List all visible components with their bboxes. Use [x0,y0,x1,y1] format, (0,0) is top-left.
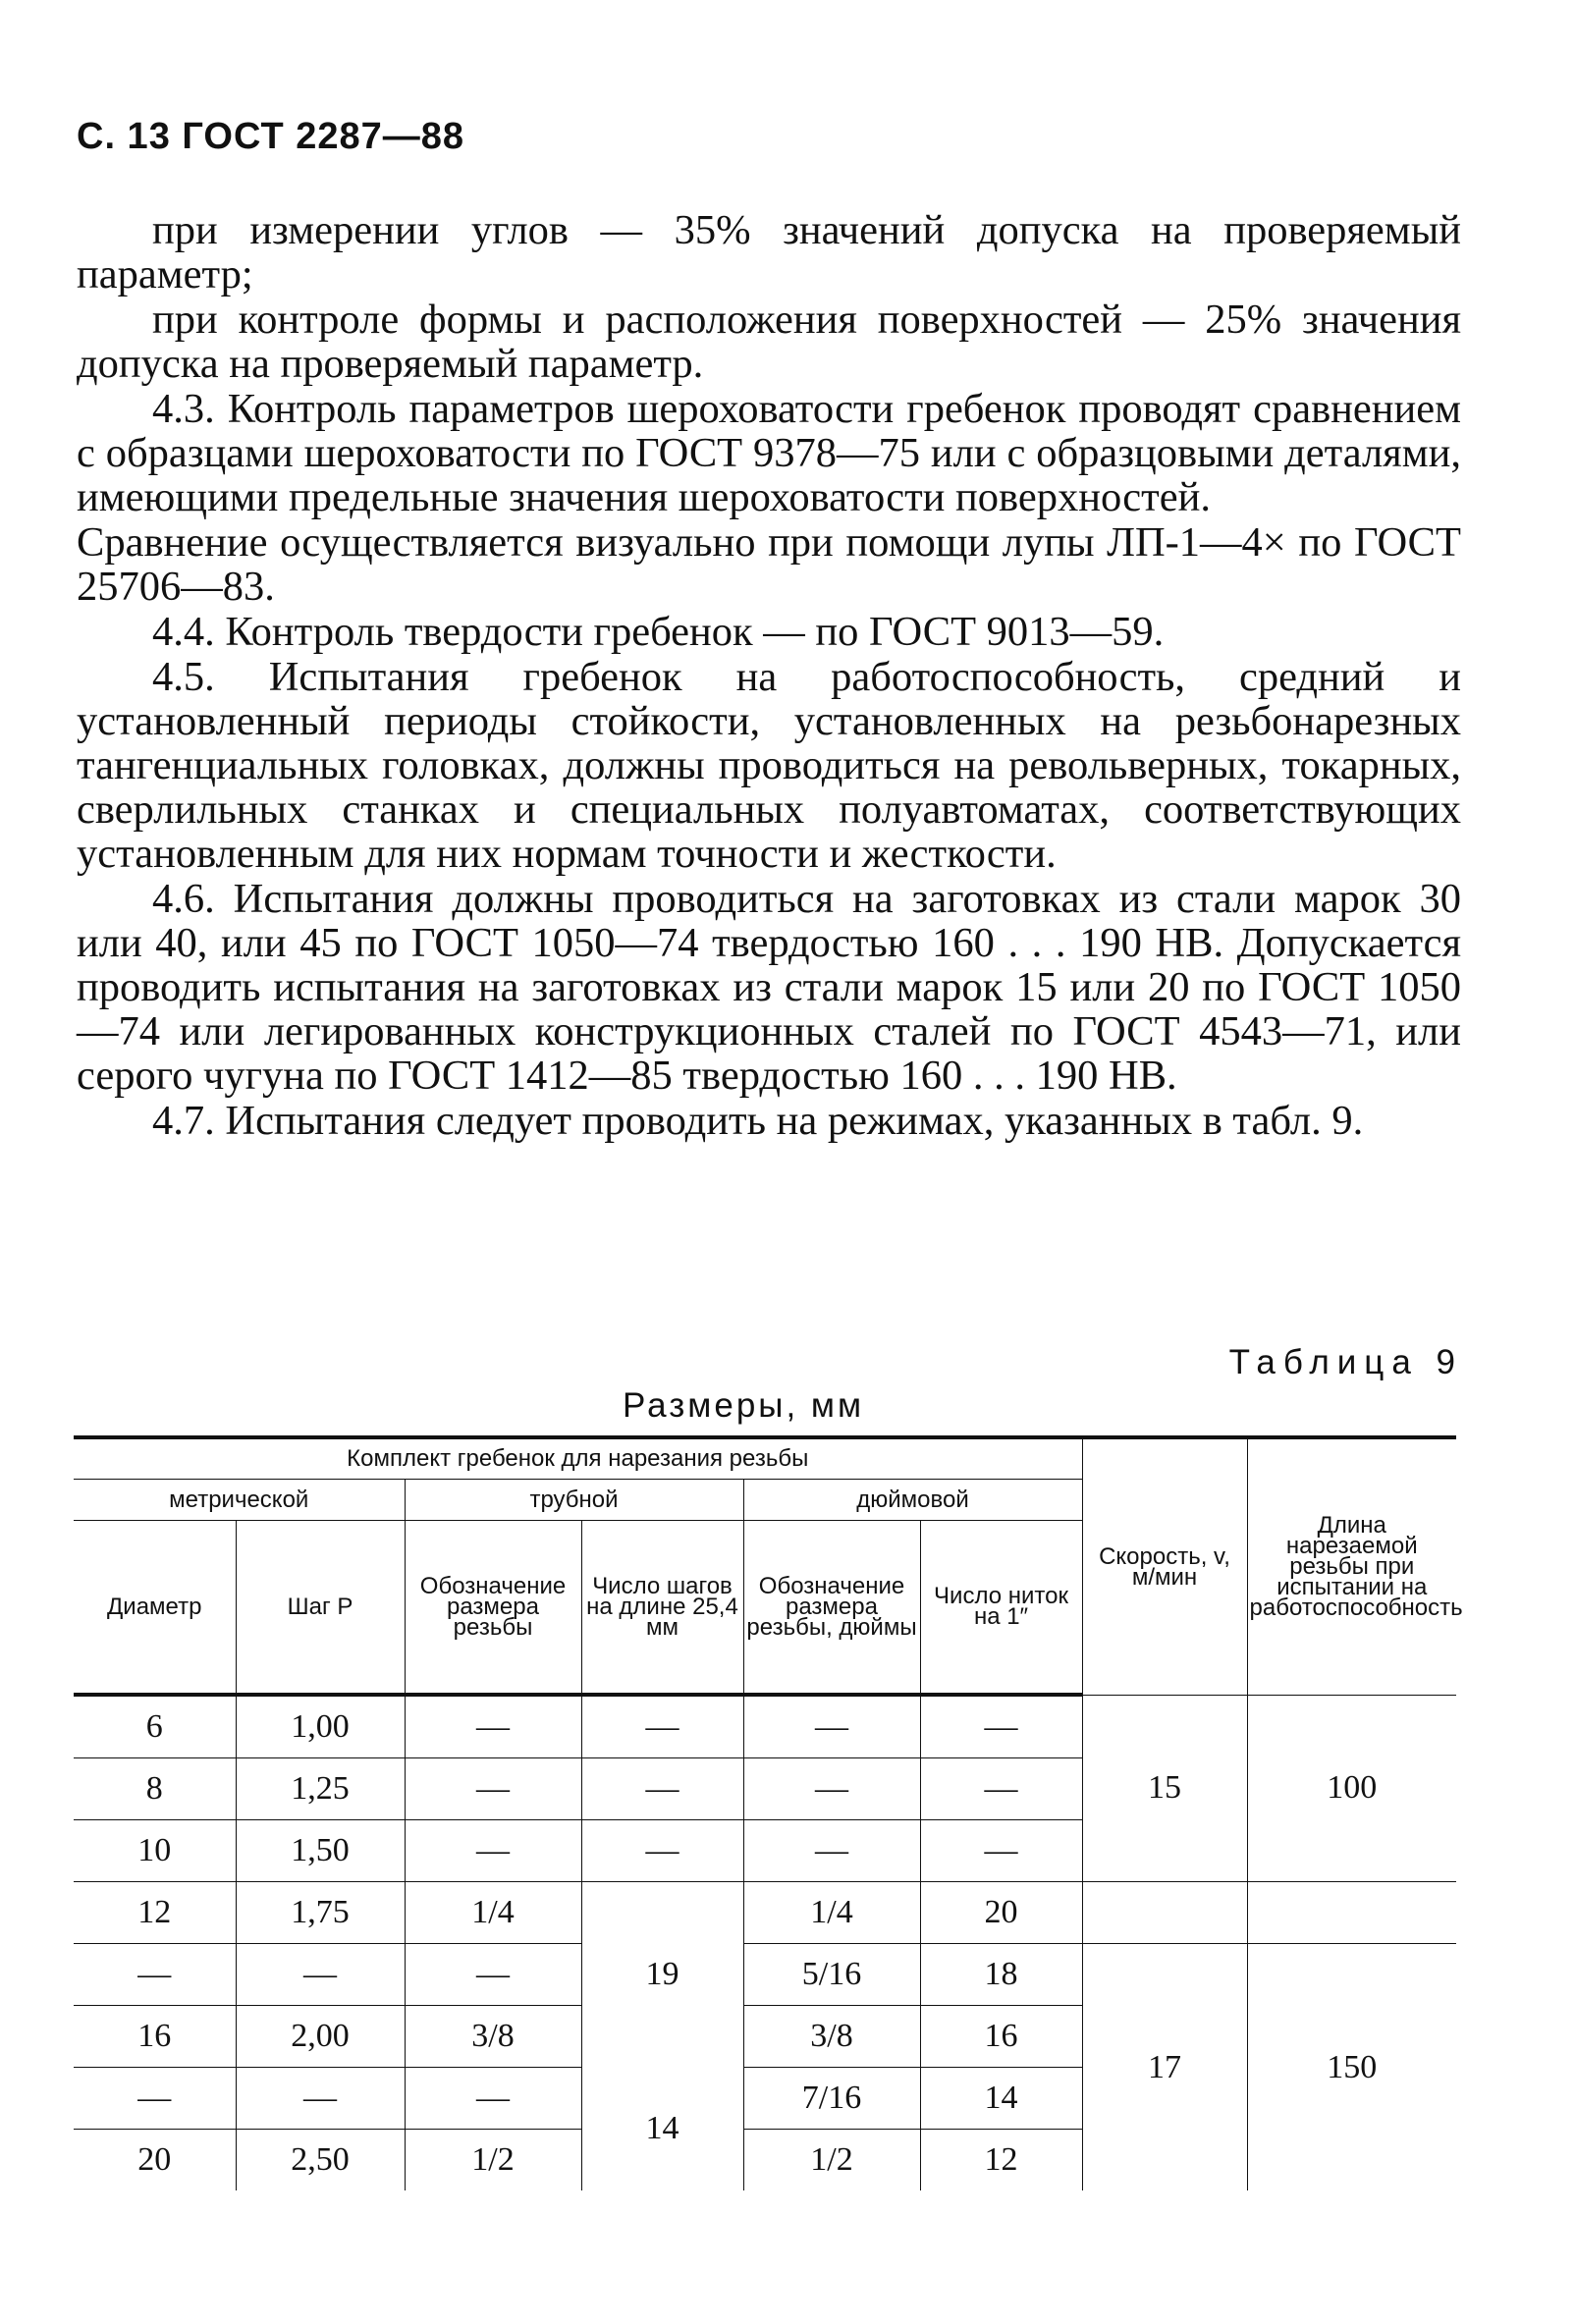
header-pipe: трубной [405,1479,743,1520]
cell-diameter: — [74,1944,236,2006]
cell-inch-threads: 16 [920,2006,1082,2068]
cell-length: 100 [1247,1695,1456,1882]
cell-pitch: 2,00 [236,2006,405,2068]
cell-inch-designation: 5/16 [743,1944,920,2006]
body-text [77,208,1461,1144]
paragraph: при контроле формы и расположения поверхностей — 25% значения допуска на проверяемый параметр. [77,297,1461,387]
cell-pipe-designation: — [405,1944,581,2006]
cell-inch-threads: — [920,1820,1082,1882]
cell-diameter: — [74,2068,236,2130]
cell-inch-threads: 20 [920,1882,1082,1944]
cell-pipe-steps: — [581,1820,743,1882]
cell-speed: 15 [1082,1695,1247,1882]
cell-diameter: 20 [74,2130,236,2191]
cell-inch-threads: 12 [920,2130,1082,2191]
cell-inch-designation: — [743,1695,920,1758]
cell-pipe-steps: 14 [581,2068,743,2191]
paragraph: Сравнение осуществляется визуально при помощи лупы ЛП-1—4× по ГОСТ 25706—83. [77,519,1461,610]
cell-pipe-designation: — [405,1758,581,1820]
cell-pipe-designation: — [405,1695,581,1758]
cell-inch-threads: — [920,1758,1082,1820]
header-inch-threads: Число ниток на 1″ [920,1520,1082,1695]
cell-pipe-designation: 1/4 [405,1882,581,1944]
paragraph: 4.4. Контроль твердости гребенок — по ГОСТ 9013—59. [152,609,1165,655]
cell-pitch: — [236,2068,405,2130]
header-pipe-designation: Обозначение размера резьбы [405,1520,581,1695]
cell-pitch: — [236,1944,405,2006]
cell-speed: 17 [1082,1944,1247,2191]
cell-diameter: 10 [74,1820,236,1882]
header-thread-set: Комплект гребенок для нарезания резьбы [74,1437,1082,1479]
cell-inch-designation: — [743,1758,920,1820]
header-inch: дюймовой [743,1479,1082,1520]
header-pitch: Шаг P [236,1520,405,1695]
cell-pipe-steps: — [581,1758,743,1820]
cell-diameter: 16 [74,2006,236,2068]
cell-pipe-designation: 1/2 [405,2130,581,2191]
paragraph: при измерении углов — 35% значений допуска на проверяемый параметр; [77,207,1461,297]
header-length: Длина нарезаемой резьбы при испытании на работоспособность [1247,1437,1456,1695]
cell-pipe-steps: — [581,1695,743,1758]
cell-pipe-designation: — [405,2068,581,2130]
cell-pitch: 1,50 [236,1820,405,1882]
cell-inch-threads: 14 [920,2068,1082,2130]
cell-pitch: 1,25 [236,1758,405,1820]
cell-pipe-steps: 19 [581,1882,743,2068]
cell-inch-threads: 18 [920,1944,1082,2006]
table-caption: Таблица 9 [1228,1343,1463,1381]
cell-diameter: 8 [74,1758,236,1820]
paragraph: 4.7. Испытания следует проводить на режимах, указанных в табл. 9. [152,1098,1364,1144]
paragraph: 4.6. Испытания должны проводиться на заготовках из стали марок 30 или 40, или 45 по ГОСТ 1050—74 твердостью 160 . . . 190 НВ. Допускается проводить испытания на заготовках из стали марок 15 или 20 по ГОСТ 1050—74 или легированных конструкционных сталей по ГОСТ 4543—71, или серого чугуна по ГОСТ 1412—85 твердостью 160 . . . 190 НВ. [77,876,1461,1099]
cell-pipe-designation: — [405,1820,581,1882]
cell-inch-threads: — [920,1695,1082,1758]
table-row [74,1882,1456,1944]
header-metric: метрической [74,1479,405,1520]
cell-pitch: 1,75 [236,1882,405,1944]
cell-length: 150 [1247,1944,1456,2191]
table-row [74,1695,1456,1758]
cell-inch-designation: 3/8 [743,2006,920,2068]
table-row [74,1944,1456,2006]
page-header: С. 13 ГОСТ 2287—88 [77,116,465,157]
table-units: Размеры, мм [623,1386,865,1425]
header-inch-designation: Обозначение размера резьбы, дюймы [743,1520,920,1695]
cell-diameter: 12 [74,1882,236,1944]
cell-pitch: 2,50 [236,2130,405,2191]
header-diameter: Диаметр [74,1520,236,1695]
cell-pipe-designation: 3/8 [405,2006,581,2068]
cell-pitch: 1,00 [236,1695,405,1758]
paragraph: 4.3. Контроль параметров шероховатости гребенок проводят сравнением с образцами шероховатости по ГОСТ 9378—75 или с образцовыми деталями, имеющими предельные значения шероховатости поверхностей. [77,386,1461,520]
table-9 [74,1435,1463,2190]
cell-inch-designation: 1/2 [743,2130,920,2191]
cell-inch-designation: — [743,1820,920,1882]
header-speed: Скорость, v, м/мин [1082,1437,1247,1695]
paragraph: 4.5. Испытания гребенок на работоспособность, средний и установленный периоды стойкости, установленных на резьбонарезных тангенциальных головках, должны проводиться на револьверных, токарных, сверлильных станках и специальных полуавтоматах, соответствующих установленным для них нормам точности и жесткости. [77,654,1461,877]
cell-inch-designation: 7/16 [743,2068,920,2130]
header-pipe-steps: Число шагов на длине 25,4 мм [581,1520,743,1695]
cell-inch-designation: 1/4 [743,1882,920,1944]
cell-diameter: 6 [74,1695,236,1758]
